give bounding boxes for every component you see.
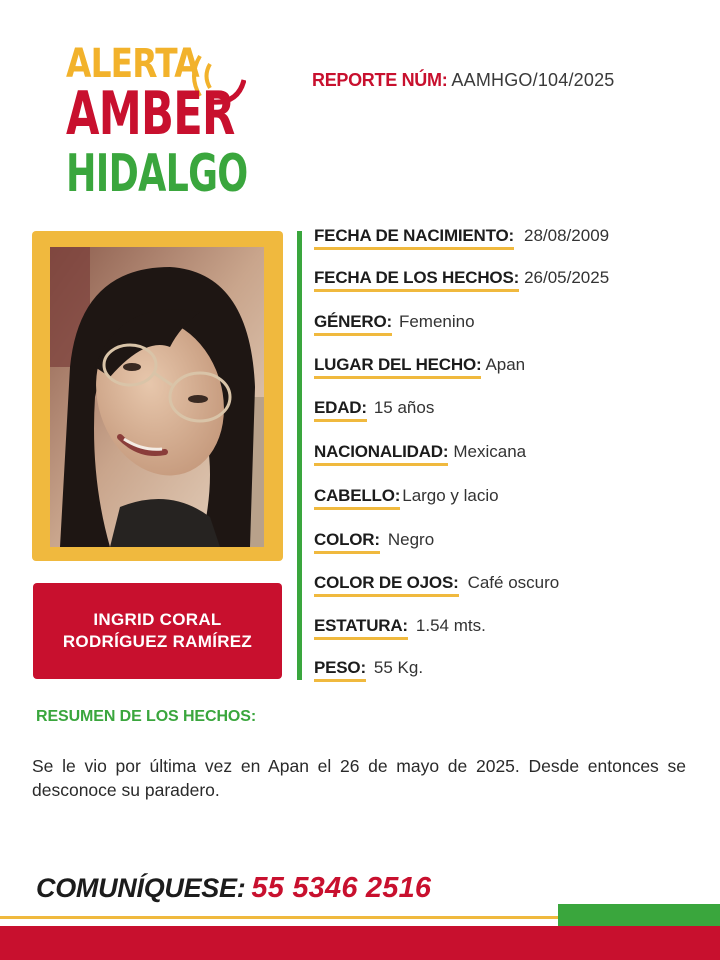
detail-label: LUGAR DEL HECHO: [314, 355, 481, 379]
logo-line-alerta: ALERTA [66, 41, 199, 87]
detail-value: 15 años [373, 398, 435, 417]
report-label: REPORTE NÚM: [312, 70, 448, 90]
detail-height [314, 616, 486, 640]
detail-value: Mexicana [453, 442, 527, 461]
person-name-line-2: RODRÍGUEZ RAMÍREZ [62, 632, 253, 651]
detail-label: PESO: [314, 658, 366, 682]
detail-nationality [314, 442, 526, 466]
detail-label: CABELLO: [314, 486, 400, 510]
detail-label: FECHA DE NACIMIENTO: [314, 226, 514, 250]
detail-hair [314, 486, 499, 510]
detail-label: NACIONALIDAD: [314, 442, 448, 466]
detail-event-date [314, 268, 609, 292]
detail-gender [314, 312, 475, 336]
green-divider [297, 231, 302, 680]
person-name-box [33, 583, 282, 679]
report-value: AAMHGO/104/2025 [451, 70, 615, 90]
photo-frame [32, 231, 283, 561]
detail-label: COLOR: [314, 530, 380, 554]
detail-label: EDAD: [314, 398, 367, 422]
footer-red-bar [0, 926, 720, 960]
report-number [312, 70, 615, 91]
contact-line [36, 872, 431, 905]
detail-value: 26/05/2025 [524, 268, 610, 287]
detail-label: COLOR DE OJOS: [314, 573, 459, 597]
detail-hair-color [314, 530, 434, 554]
footer-yellow-bar [0, 916, 558, 919]
detail-place [314, 355, 525, 379]
detail-value: Largo y lacio [402, 486, 499, 505]
detail-eye-color [314, 573, 559, 597]
detail-label: ESTATURA: [314, 616, 408, 640]
contact-phone[interactable]: 55 5346 2516 [251, 872, 432, 904]
alerta-amber-hidalgo-logo [66, 41, 266, 204]
summary-title: RESUMEN DE LOS HECHOS: [36, 708, 257, 725]
detail-value: 55 Kg. [373, 658, 424, 677]
detail-value: 1.54 mts. [415, 616, 486, 635]
detail-age [314, 398, 434, 422]
detail-value: Femenino [398, 312, 475, 331]
person-photo [50, 247, 264, 547]
detail-label: FECHA DE LOS HECHOS: [314, 268, 519, 292]
summary-text: Se le vio por última vez en Apan el 26 de mayo de 2025. Desde entonces se desconoce su paradero. [32, 756, 686, 800]
detail-weight [314, 658, 423, 682]
detail-value: Café oscuro [467, 573, 560, 592]
logo-line-hidalgo: HIDALGO [66, 144, 248, 204]
detail-value: 28/08/2009 [524, 226, 610, 245]
person-name-line-1: INGRID CORAL [93, 610, 222, 629]
detail-label: GÉNERO: [314, 312, 392, 336]
footer-green-bar [558, 904, 720, 926]
detail-birth-date [314, 226, 609, 250]
logo-line-amber: AMBER [66, 79, 235, 149]
detail-value: Negro [387, 530, 435, 549]
detail-value: Apan [485, 355, 526, 374]
contact-label: COMUNÍQUESE: [36, 873, 246, 903]
